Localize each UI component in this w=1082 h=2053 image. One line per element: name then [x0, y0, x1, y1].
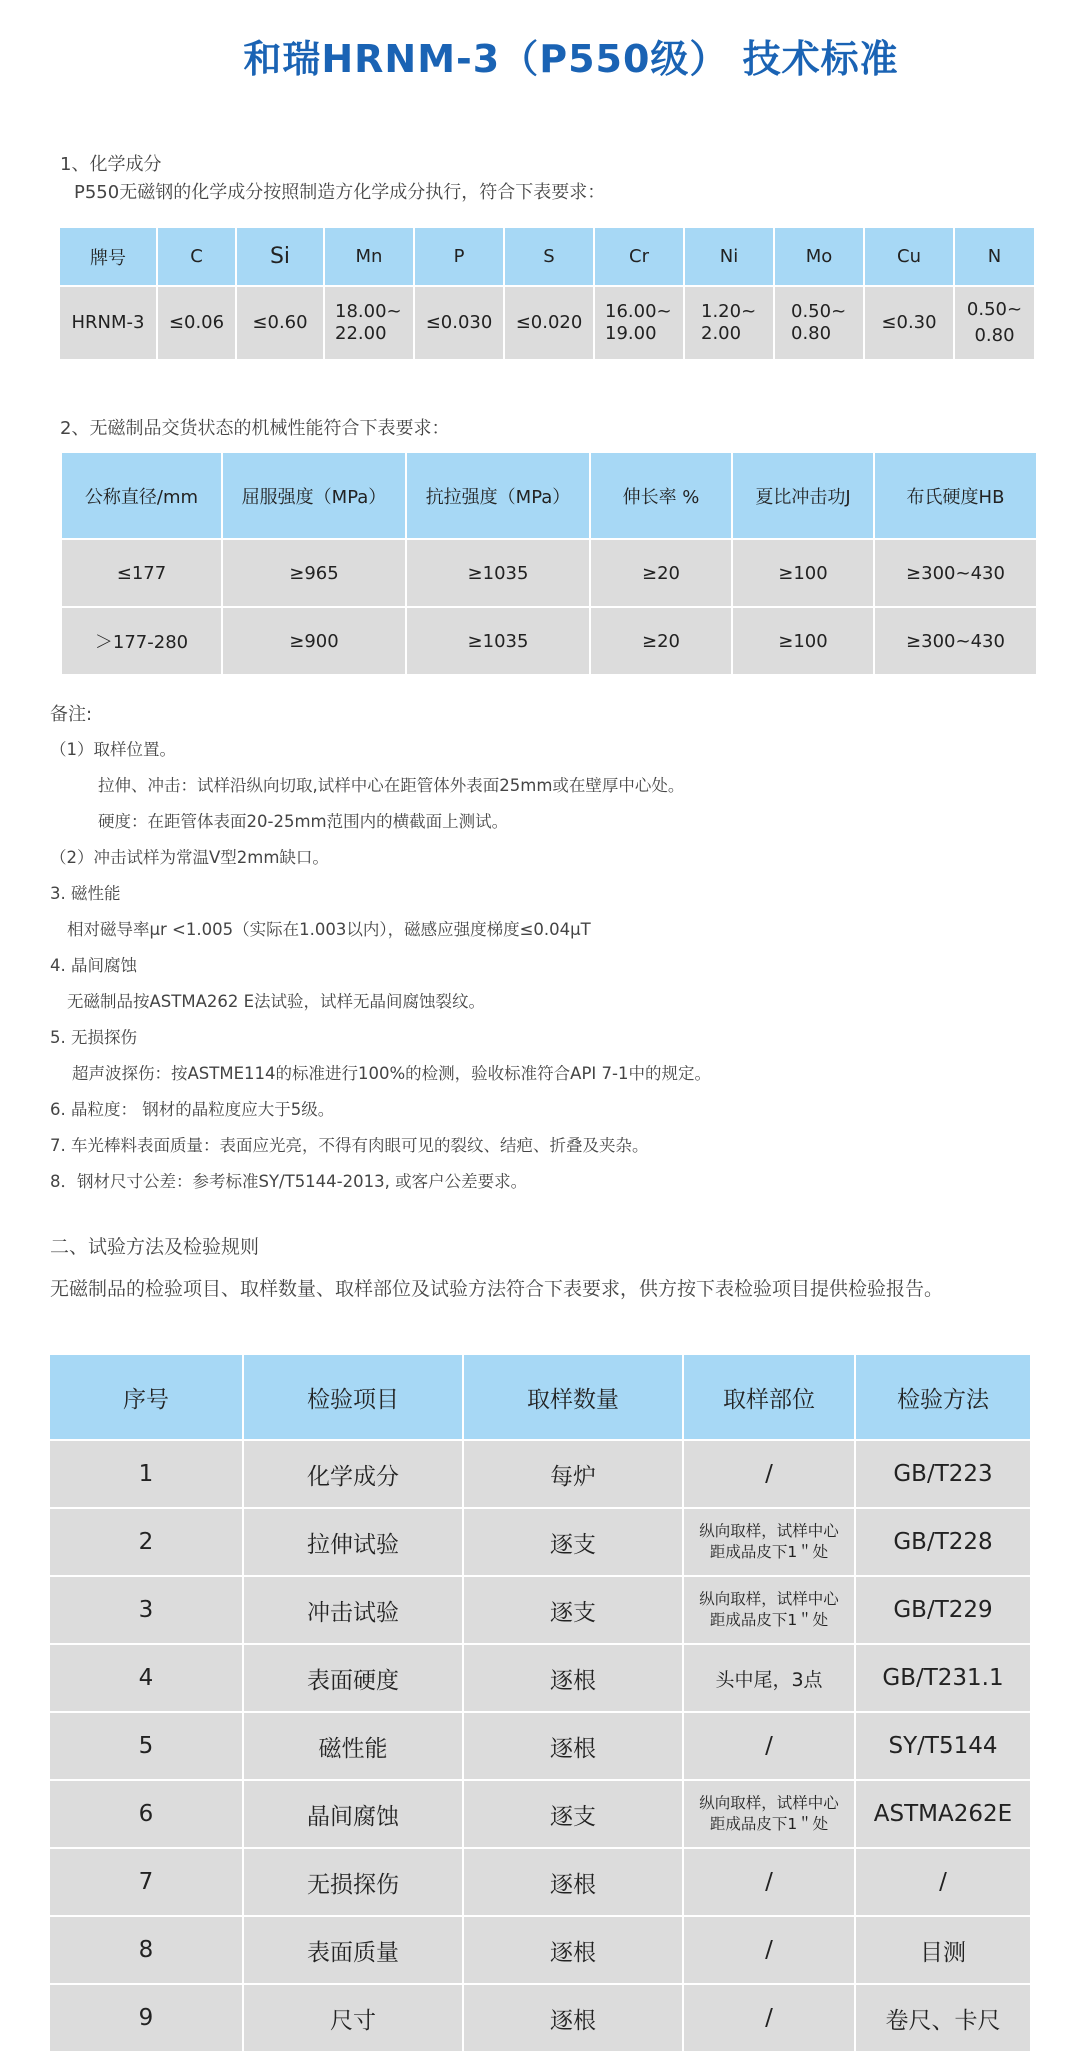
section3-description: 无磁制品的检验项目、取样数量、取样部位及试验方法符合下表要求，供方按下表检验项目提供检验报告。 [50, 1278, 944, 1300]
table-header-row [62, 453, 1036, 538]
table-row [50, 1645, 1030, 1711]
table-cell: 纵向取样，试样中心 距成品皮下1＂处 [684, 1509, 854, 1575]
table-row [50, 1441, 1030, 1507]
header-cell: 屈服强度（MPa） [223, 453, 405, 538]
page-title: 和瑞HRNM-3（P550级） 技术标准 [243, 37, 899, 81]
table-cell: 表面硬度 [244, 1645, 462, 1711]
table-cell: 化学成分 [244, 1441, 462, 1507]
table-cell: 磁性能 [244, 1713, 462, 1779]
table-cell: ASTMA262E [856, 1781, 1030, 1847]
note-line: （2）冲击试样为常温V型2mm缺口。 [50, 848, 329, 867]
table-cell: ≥20 [591, 540, 731, 606]
table-cell: / [684, 1713, 854, 1779]
table-cell: 拉伸试验 [244, 1509, 462, 1575]
table-cell: ≥900 [223, 608, 405, 674]
table-cell: 头中尾，3点 [684, 1645, 854, 1711]
header-cell: C [158, 228, 235, 285]
note-line: 3. 磁性能 [50, 884, 121, 903]
inspection-rules-table [48, 1353, 1032, 2053]
section1-description: P550无磁钢的化学成分按照制造方化学成分执行，符合下表要求： [74, 182, 606, 203]
header-cell: P [415, 228, 503, 285]
table-cell: 卷尺、卡尺 [856, 1985, 1030, 2051]
note-line: 7. 车光棒料表面质量：表面应光亮，不得有肉眼可见的裂纹、结疤、折叠及夹杂。 [50, 1136, 649, 1155]
table-cell: 6 [50, 1781, 242, 1847]
note-line: 拉伸、冲击：试样沿纵向切取,试样中心在距管体外表面25mm或在壁厚中心处。 [98, 776, 685, 795]
table-cell: 3 [50, 1577, 242, 1643]
header-cell: 检验方法 [856, 1355, 1030, 1439]
header-cell: Mo [775, 228, 863, 285]
note-line: （1）取样位置。 [50, 740, 176, 759]
header-cell: 布氏硬度HB [875, 453, 1036, 538]
table-cell: / [684, 1985, 854, 2051]
table-cell: GB/T223 [856, 1441, 1030, 1507]
table-header-row [60, 228, 1034, 285]
table-cell: GB/T228 [856, 1509, 1030, 1575]
table-row [62, 608, 1036, 674]
section2-heading: 2、无磁制品交货状态的机械性能符合下表要求： [60, 418, 450, 439]
table-cell: 纵向取样，试样中心 距成品皮下1＂处 [684, 1781, 854, 1847]
header-cell: 公称直径/mm [62, 453, 221, 538]
table-cell: 目测 [856, 1917, 1030, 1983]
table-cell: ≤0.60 [237, 287, 323, 359]
header-cell: 检验项目 [244, 1355, 462, 1439]
header-cell: 牌号 [60, 228, 156, 285]
section1-heading: 1、化学成分 [60, 154, 162, 175]
table-row [50, 1781, 1030, 1847]
section3-heading: 二、试验方法及检验规则 [50, 1236, 260, 1258]
mechanical-properties-table [60, 451, 1038, 676]
table-cell: ≥1035 [407, 608, 589, 674]
table-cell: / [856, 1849, 1030, 1915]
table-cell: 逐支 [464, 1577, 682, 1643]
table-row [60, 287, 1034, 359]
header-cell: 取样数量 [464, 1355, 682, 1439]
note-line: 4. 晶间腐蚀 [50, 956, 137, 975]
table-cell: ≤0.020 [505, 287, 593, 359]
notes-title: 备注: [50, 704, 93, 725]
table-cell: 1 [50, 1441, 242, 1507]
table-cell: / [684, 1849, 854, 1915]
table-row [50, 1849, 1030, 1915]
table-cell: ≤0.30 [865, 287, 953, 359]
table-cell: 0.50~ 0.80 [955, 287, 1034, 359]
table-cell: ≤0.030 [415, 287, 503, 359]
header-cell: S [505, 228, 593, 285]
table-cell: 1.20~ 2.00 [685, 287, 773, 359]
table-cell: 7 [50, 1849, 242, 1915]
table-cell: 冲击试验 [244, 1577, 462, 1643]
table-cell: ＞177-280 [62, 608, 221, 674]
table-row [50, 1509, 1030, 1575]
table-cell: 逐根 [464, 1985, 682, 2051]
header-cell: Ni [685, 228, 773, 285]
note-line: 硬度：在距管体表面20-25mm范围内的横截面上测试。 [98, 812, 509, 831]
table-cell: ≤0.06 [158, 287, 235, 359]
table-cell: ≥100 [733, 540, 873, 606]
header-cell: 夏比冲击功J [733, 453, 873, 538]
table-cell: GB/T229 [856, 1577, 1030, 1643]
table-cell: ≥300~430 [875, 608, 1036, 674]
table-cell: 无损探伤 [244, 1849, 462, 1915]
table-cell: 2 [50, 1509, 242, 1575]
table-cell: HRNM-3 [60, 287, 156, 359]
table-cell: 每炉 [464, 1441, 682, 1507]
header-cell: Si [237, 228, 323, 285]
note-line: 超声波探伤：按ASTME114的标准进行100%的检测，验收标准符合API 7-1中的规定。 [72, 1064, 711, 1083]
table-cell: ≥1035 [407, 540, 589, 606]
table-cell: ≥100 [733, 608, 873, 674]
note-line: 8．钢材尺寸公差：参考标准SY/T5144-2013, 或客户公差要求。 [50, 1172, 528, 1191]
table-row [50, 1985, 1030, 2051]
table-cell: 0.50~ 0.80 [775, 287, 863, 359]
table-cell: 晶间腐蚀 [244, 1781, 462, 1847]
note-line: 6. 晶粒度： 钢材的晶粒度应大于5级。 [50, 1100, 335, 1119]
table-header-row [50, 1355, 1030, 1439]
header-cell: Mn [325, 228, 413, 285]
table-cell: 逐根 [464, 1917, 682, 1983]
table-cell: 9 [50, 1985, 242, 2051]
table-cell: ≥300~430 [875, 540, 1036, 606]
table-cell: 表面质量 [244, 1917, 462, 1983]
header-cell: 序号 [50, 1355, 242, 1439]
header-cell: 取样部位 [684, 1355, 854, 1439]
table-row [50, 1713, 1030, 1779]
table-cell: 8 [50, 1917, 242, 1983]
table-cell: SY/T5144 [856, 1713, 1030, 1779]
table-cell: 逐根 [464, 1849, 682, 1915]
note-line: 无磁制品按ASTMA262 E法试验，试样无晶间腐蚀裂纹。 [67, 992, 486, 1011]
table-cell: 逐支 [464, 1781, 682, 1847]
table-cell: 18.00~ 22.00 [325, 287, 413, 359]
chemical-composition-table [58, 226, 1036, 361]
table-cell: 尺寸 [244, 1985, 462, 2051]
table-cell: 5 [50, 1713, 242, 1779]
table-cell: / [684, 1441, 854, 1507]
table-cell: 逐根 [464, 1645, 682, 1711]
table-cell: 纵向取样，试样中心 距成品皮下1＂处 [684, 1577, 854, 1643]
header-cell: 伸长率 % [591, 453, 731, 538]
header-cell: Cu [865, 228, 953, 285]
table-cell: 4 [50, 1645, 242, 1711]
header-cell: 抗拉强度（MPa） [407, 453, 589, 538]
note-line: 5. 无损探伤 [50, 1028, 137, 1047]
table-cell: / [684, 1917, 854, 1983]
table-cell: ≥965 [223, 540, 405, 606]
table-row [50, 1917, 1030, 1983]
table-cell: ≥20 [591, 608, 731, 674]
table-cell: 16.00~ 19.00 [595, 287, 683, 359]
table-cell: GB/T231.1 [856, 1645, 1030, 1711]
table-row [62, 540, 1036, 606]
note-line: 相对磁导率μr <1.005（实际在1.003以内），磁感应强度梯度≤0.04μT [67, 920, 591, 939]
table-cell: 逐根 [464, 1713, 682, 1779]
header-cell: N [955, 228, 1034, 285]
table-cell: 逐支 [464, 1509, 682, 1575]
table-row [50, 1577, 1030, 1643]
header-cell: Cr [595, 228, 683, 285]
table-cell: ≤177 [62, 540, 221, 606]
